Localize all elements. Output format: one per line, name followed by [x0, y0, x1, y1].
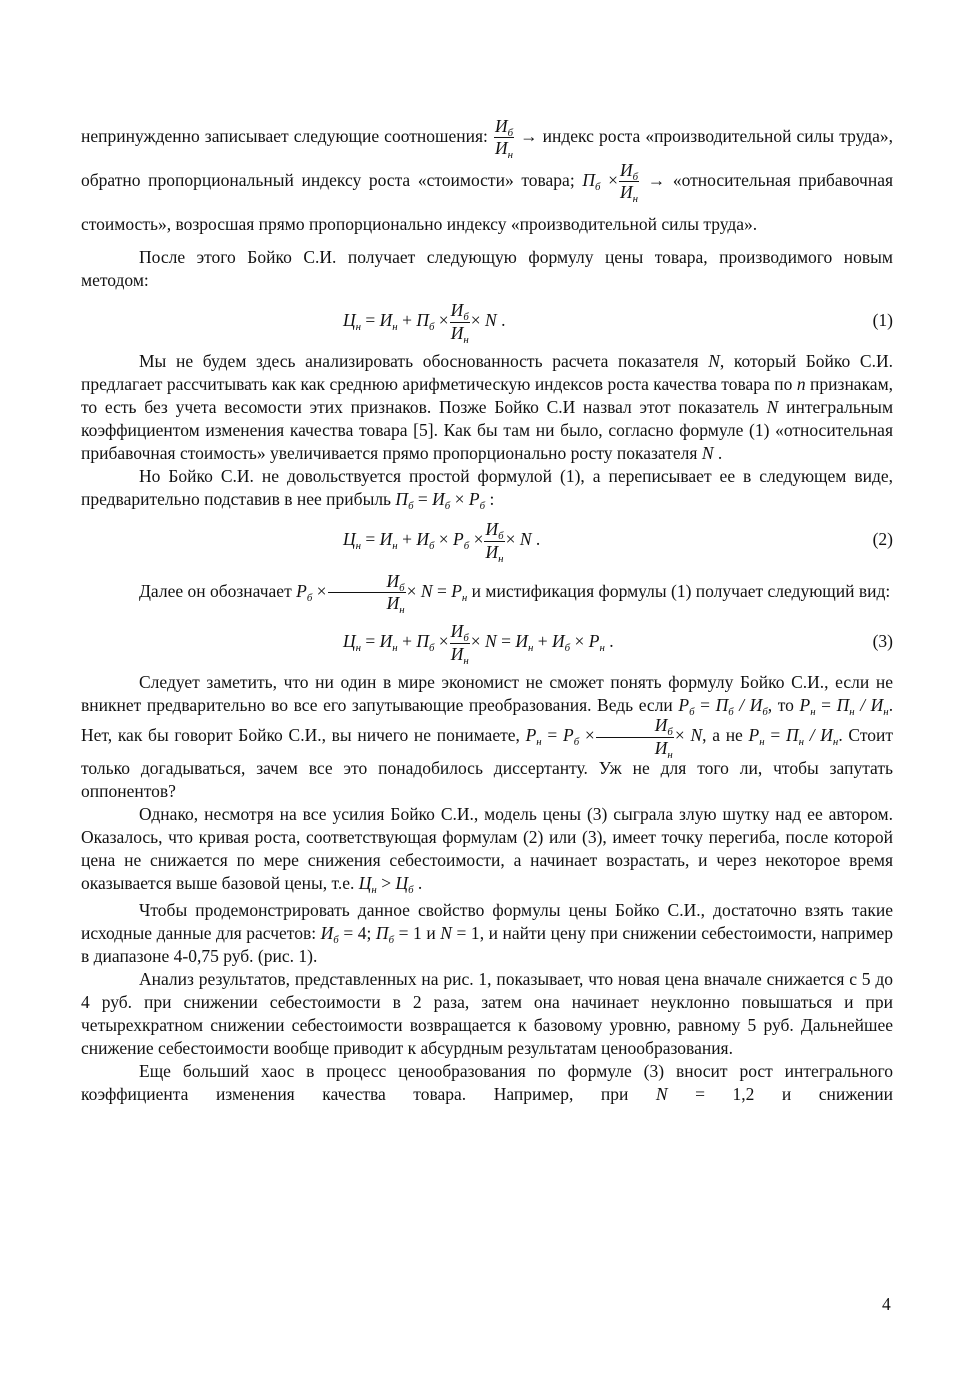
equation-number: (2): [872, 529, 893, 549]
paragraph: Однако, несмотря на все усилия Бойко С.И., модель цены (3) сыграла злую шутку над ее автором. Оказалось, что кривая роста, соответствующая формулам (2) или (3), имеет точку перегиба, после которой цена не снижается по мере снижения себестоимости, а начинает возрастать, и через некоторое время оказывается выше базовой цены, т.е. $Ц_н > Ц_б$ .: [81, 804, 893, 896]
formula-inline: $П_б$ × $\frac{И_б}{И_н}$: [582, 159, 639, 206]
paragraph: Мы не будем здесь анализировать обоснованность расчета показателя N, который Бойко С.И. предлагает рассчитывать как как среднюю арифметическую индексов роста качества товара по n признакам, то есть без учета весомости этих признаков. Позже Бойко С.И назвал этот показатель N интегральным коэффициентом изменения качества товара [5]. Как бы там ни было, согласно формуле (1) «относительная прибавочная стоимость» увеличивается прямо пропорционально росту показателя N .: [81, 351, 894, 463]
equation-3: $Ц_н = И_н + П_б$ × $\frac{И_б}{И_н}$ × $N = И_н + И_б \times Р_н$ . (3): [343, 621, 893, 667]
paragraph: Анализ результатов, представленных на рис. 1, показывает, что новая цена вначале снижается с 5 до 4 руб. при снижении себестоимости в 2 раза, затем она начинает неуклонно повышаться и при четырехкратном снижении себестоимости возвращается к базовому уровню, равному 5 руб. Дальнейшее снижение себестоимости вообще приводит к абсурдным результатам ценообразования.: [81, 969, 893, 1058]
equation-number: (1): [872, 310, 893, 330]
formula-inline: $Р_б$ × $\frac{И_б}{И_н}$ × $N = Р_н$: [296, 570, 468, 617]
formula-inline: $\frac{И_б}{И_н}$: [494, 115, 514, 162]
equation-1: $Ц_н = И_н + П_б$ × $\frac{И_б}{И_н}$ × N . (1): [343, 300, 893, 346]
paragraph: После этого Бойко С.И. получает следующую формулу цены товара, производимого новым методом:: [81, 247, 893, 290]
paragraph: Но Бойко С.И. не довольствуется простой формулой (1), а переписывает ее в следующем виде, предварительно подставив в нее прибыль $П_б = И_б \times Р_б$ :: [81, 466, 893, 512]
page-number: 4: [882, 1294, 891, 1314]
paragraph: Следует заметить, что ни один в мире экономист не сможет понять формулу Бойко С.И., если не вникнет предварительно во все его запутывающие преобразования. Ведь если $Р_б = П_б / И_б$, то $Р_н = П_н / И_н$. Нет, как бы говорит Бойко С.И., вы ничего не понимаете, $Р_н = Р_б$ × $\frac{И_б}{И_н}$ × N, а не $Р_н = П_н / И_н$. Стоит только догадываться, зачем все это понадобилось диссертанту. Уж не для того ли, чтобы запутать оппонентов?: [81, 672, 894, 801]
formula-inline: $П_б = И_б \times Р_б$: [395, 489, 486, 512]
paragraph: Чтобы продемонстрировать данное свойство формулы цены Бойко С.И., достаточно взять такие исходные данные для расчетов: $И_б = 4$; $П_б = 1$ и N = 1, и найти цену при снижении себестоимости, например в диапазоне 4-0,75 руб. (рис. 1).: [81, 900, 894, 966]
equation-number: (3): [872, 631, 893, 651]
equation-2: $Ц_н = И_н + И_б \times Р_б$ × $\frac{И_б}{И_н}$ × N . (2): [343, 519, 893, 565]
paragraph: Еще больший хаос в процесс ценообразования по формуле (3) вносит рост интегрального коэффициента изменения качества товара. Например, при N = 1,2 и снижении: [81, 1061, 893, 1104]
paragraph: Далее он обозначает $Р_б$ × $\frac{И_б}{И_н}$ × $N = Р_н$ и мистификация формулы (1) получает следующий вид:: [139, 570, 891, 617]
paragraph: непринужденно записывает следующие соотношения: $\frac{И_б}{И_н}$ → индекс роста «производительной силы труда», обратно пропорциональный индексу роста «стоимости» товара; $П_б$ × $\frac{И_б}{И_н}$ → «относительная прибавочная стоимость», возросшая прямо пропорционально индексу «производительной силы труда».: [81, 115, 894, 234]
document-page: [81, 114, 893, 1106]
